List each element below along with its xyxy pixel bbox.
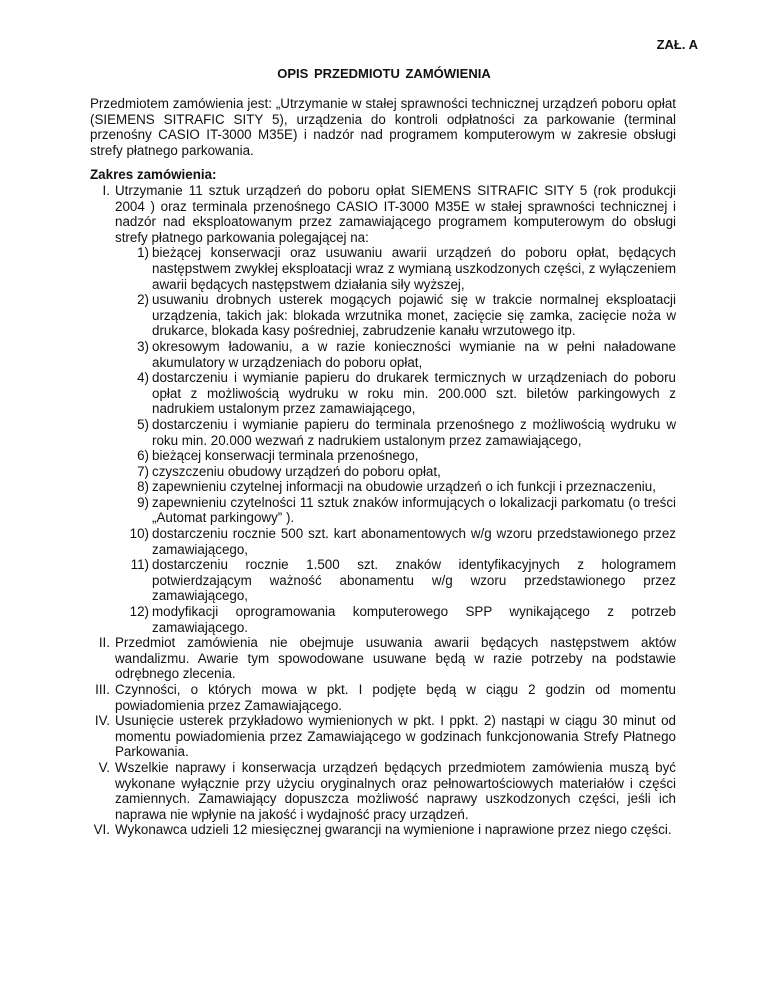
item-number: 11)	[130, 557, 149, 573]
item-text: okresowym ładowaniu, a w razie konieczności wymianie na w pełni naładowane akumulatory w urządzeniach do poboru opłat,	[152, 338, 676, 370]
section-text: Utrzymanie 11 sztuk urządzeń do poboru opłat SIEMENS SITRAFIC SITY 5 (rok produkcji 2004 ) oraz terminala przenośnego CASIO IT-3000 M35E w stałej sprawności technicznej i nadzór nad eksploatowanym przez zamawiającego programem komputerowym do obsługi strefy płatnego parkowania polegającej na:	[115, 183, 676, 245]
section-5	[60, 760, 676, 822]
section-1	[60, 183, 676, 635]
section-4	[60, 713, 676, 760]
section-number: V.	[98, 759, 110, 775]
list-item	[115, 526, 676, 557]
section-text: Wszelkie naprawy i konserwacja urządzeń będących przedmiotem zamówienia muszą być wykonane wyłącznie przy użyciu oryginalnych oraz pełnowartościowych materiałów i części zamiennych. Zamawiający dopuszcza możliwość naprawy uszkodzonych części, jeśli ich naprawa nie wpłynie na jakość i wydajność pracy urządzeń.	[115, 759, 676, 822]
list-item	[115, 370, 676, 417]
section-3	[60, 682, 676, 713]
list-item	[115, 245, 676, 292]
section-6	[60, 822, 676, 838]
item-text: modyfikacji oprogramowania komputerowego SPP wynikającego z potrzeb zamawiającego.	[152, 604, 676, 635]
list-item	[115, 604, 676, 635]
item-text: bieżącej konserwacji terminala przenośnego,	[152, 448, 419, 464]
annex-label: ZAŁ. A	[656, 37, 698, 52]
item-text: usuwaniu drobnych usterek mogących pojawić się w trakcie normalnej eksploatacji urządzenia, takich jak: blokada wrzutnika monet, zacięcie się zamka, zacięcie noża w drukarce, blokada kasy pośredniej, zabrudzenie kanału wrzutowego itp.	[152, 292, 676, 339]
item-number: 7)	[137, 463, 149, 479]
list-item	[115, 292, 676, 339]
list-item	[115, 479, 676, 495]
item-text: zapewnieniu czytelnej informacji na obudowie urządzeń o ich funkcji i przeznaczeniu,	[152, 479, 656, 495]
list-item	[115, 448, 676, 464]
list-item	[115, 417, 676, 448]
section-number: IV.	[94, 713, 110, 729]
item-text: dostarczeniu i wymianie papieru do drukarek termicznych w urządzeniach do poboru opłat z możliwością wydruku w roku min. 200.000 szt. biletów parkingowych z nadrukiem ustalonym przez zamawiającego,	[152, 370, 676, 417]
item-number: 3)	[137, 338, 149, 354]
section-number: III.	[95, 682, 110, 697]
item-text: zapewnieniu czytelności 11 sztuk znaków informujących o lokalizacji parkomatu (o treści „Automat parkingowy” ).	[152, 494, 676, 526]
section-text: Usunięcie usterek przykładowo wymienionych w pkt. I ppkt. 2) nastąpi w ciągu 30 minut od momentu powiadomienia przez Zamawiającego w godzinach funkcjonowania Strefy Płatnego Parkowania.	[115, 713, 676, 760]
scope-list	[60, 183, 676, 838]
item-number: 12)	[129, 604, 149, 620]
item-number: 2)	[137, 292, 149, 308]
intro-paragraph: Przedmiotem zamówienia jest: „Utrzymanie w stałej sprawności technicznej urządzeń poboru opłat (SIEMENS SITRAFIC SITY 5), urządzenia do kontroli odpłatności za parkowanie (terminal przenośny CASIO IT-3000 M35E) i nadzór nad programem komputerowym w zakresie obsługi strefy płatnego parkowania.	[90, 96, 676, 158]
item-text: bieżącej konserwacji oraz usuwaniu awarii urządzeń do poboru opłat, będących następstwem zwykłej eksploatacji wraz z wymianą uszkodzonych części, z wyłączeniem awarii będących następstwem działania siły wyższej,	[152, 245, 676, 292]
document-title: OPIS PRZEDMIOTU ZAMÓWIENIA	[277, 66, 491, 81]
section-number: I.	[102, 183, 110, 198]
item-text: dostarczeniu rocznie 1.500 szt. znaków identyfikacyjnych z hologramem potwierdzającym ważność abonamentu w/g wzoru przedstawionego przez zamawiającego,	[152, 557, 676, 604]
section-2	[60, 635, 676, 682]
list-item	[115, 339, 676, 370]
item-number: 10)	[129, 526, 149, 542]
list-item	[115, 464, 676, 480]
item-number: 4)	[137, 370, 149, 386]
section-number: II.	[98, 635, 110, 651]
item-number: 6)	[137, 448, 149, 464]
item-text: dostarczeniu rocznie 500 szt. kart abonamentowych w/g wzoru przedstawionego przez zamawiającego,	[152, 526, 676, 557]
item-text: czyszczeniu obudowy urządzeń do poboru opłat,	[152, 463, 441, 479]
section-text: Czynności, o których mowa w pkt. I podjęte będą w ciągu 2 godzin od momentu powiadomienia przez Zamawiającego.	[115, 682, 676, 713]
item-text: dostarczeniu i wymianie papieru do terminala przenośnego z możliwością wydruku w roku min. 20.000 wezwań z nadrukiem ustalonym przez zamawiającego,	[152, 416, 676, 448]
item-number: 9)	[137, 494, 149, 510]
section-text: Wykonawca udzieli 12 miesięcznej gwarancji na wymienione i naprawione przez niego części.	[115, 822, 672, 838]
section-number: VI.	[93, 822, 110, 838]
list-item	[115, 495, 676, 526]
item-number: 8)	[137, 479, 149, 495]
list-item	[115, 557, 676, 604]
scope-heading: Zakres zamówienia:	[90, 167, 217, 182]
item-number: 5)	[137, 416, 149, 432]
section-text: Przedmiot zamówienia nie obejmuje usuwania awarii będących następstwem aktów wandalizmu. Awarie tym spowodowane usuwane będą w razie potrzeby na podstawie odrębnego zlecenia.	[115, 635, 676, 682]
item-number: 1)	[137, 245, 149, 261]
